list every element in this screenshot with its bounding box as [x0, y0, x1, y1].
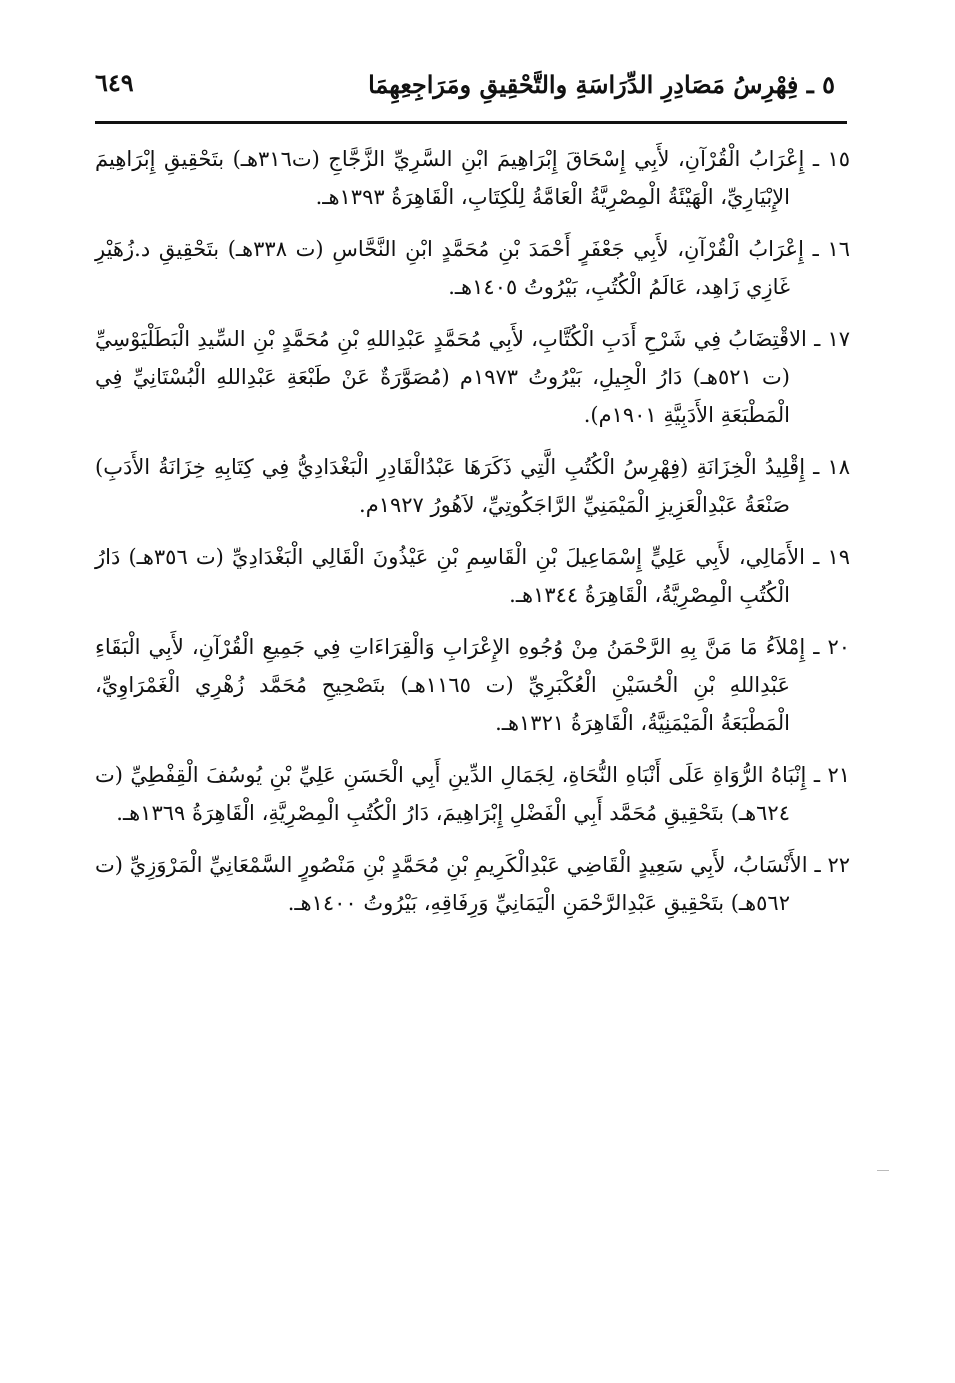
bibliography-list — [95, 140, 850, 936]
running-header — [95, 62, 855, 112]
page-number: ٦٤٩ — [95, 68, 134, 97]
entry-text: إِمْلاَءُ مَا مَنَّ بِهِ الرَّحْمَنُ مِنْ وُجُوهِ الإِعْرَابِ وَالْقِرَاءَاتِ فِي جَمِيعِ الْقُرْآنِ، لأَبِي الْبَقَاءِ عَبْدِاللهِ بْنِ الْحُسَيْنِ الْعُكْبَرِيِّ (ت ١١٦٥هـ) بتَصْحِيحِ مُحَمَّد زُهْرِي الْغَمْرَاوِيِّ، الْمَطْبَعَةُ الْمَيْمَنِيَّةُ، الْقَاهِرَةُ ١٣٢١هـ. — [95, 635, 806, 735]
bibliography-entry-16 — [95, 230, 850, 306]
bibliography-entry-22 — [95, 846, 850, 922]
entry-text: إِقْلِيدُ الْخِزَانَةِ (فِهْرِسُ الْكُتُبِ الَّتِي ذَكَرَهَا عَبْدُالْقَادِرِ الْبَغْدَادِيُّ فِي كِتَابِهِ خِزَانَةُ الأَدَبِ) صَنْعَةُ عَبْدِالْعَزِيزِ الْمَيْمَنِيِّ الرَّاجَكُوتِيِّ، لاَهُورُ ١٩٢٧م. — [95, 455, 806, 517]
entry-body — [95, 538, 850, 614]
entry-number: ١٨ ـ — [813, 455, 850, 479]
header-divider — [95, 121, 847, 124]
entry-body — [95, 320, 850, 434]
entry-number: ١٥ ـ — [812, 147, 850, 171]
entry-text: الأَنْسَابُ، لأَبِي سَعِيدٍ الْقَاضِي عَبْدِالْكَرِيمِ بْنِ مُحَمَّدٍ بْنِ مَنْصُورٍ السَّمْعَانِيِّ الْمَرْوَزِيِّ (ت ٥٦٢هـ) بتَحْقِيقِ عَبْدِالرَّحْمَنِ الْيَمَانِيِّ وَرِفَاقِهِ، بَيْرُوتُ ١٤٠٠هـ. — [95, 853, 808, 915]
header-title: ٥ ـ فِهْرِسُ مَصَادِرِ الدِّرَاسَةِ والتَّحْقِيقِ ومَرَاجِعِهِمَا — [368, 70, 835, 99]
entry-text: إِعْرَابُ الْقُرْآنِ، لأَبِي جَعْفَرٍ أَحْمَدَ بْنِ مُحَمَّدٍ ابْنِ النَّحَّاسِ (ت ٣٣٨هـ) بتَحْقِيقِ د.زُهَيْرِ غَازِي زَاهِد، عَالَمُ الْكُتُبِ، بَيْرُوتُ ١٤٠٥هـ. — [95, 237, 804, 299]
scan-artifact-line — [877, 1170, 889, 1171]
entry-number: ١٩ ـ — [813, 545, 851, 569]
entry-body — [95, 448, 850, 524]
bibliography-entry-15 — [95, 140, 850, 216]
entry-text: إِنْبَاهُ الرُّوَاةِ عَلَى أَنْبَاهِ النُّحَاةِ، لِجَمَالِ الدِّينِ أَبِي الْحَسَنِ عَلِيِّ بْنِ يُوسُفَ الْقِفْطِيِّ (ت ٦٢٤هـ) بتَحْقِيقِ مُحَمَّد أَبِي الْفَضْلِ إِبْرَاهِيمَ، دَارُ الْكُتُبِ الْمِصْرِيَّةِ، الْقَاهِرَةُ ١٣٦٩هـ. — [95, 763, 807, 825]
entry-number: ٢٢ ـ — [814, 853, 850, 877]
bibliography-entry-17 — [95, 320, 850, 434]
entry-number: ١٦ ـ — [812, 237, 850, 261]
entry-text: إِعْرَابُ الْقُرْآنِ، لأَبِي إِسْحَاقَ إِبْرَاهِيمَ ابْنِ السَّرِيِّ الزَّجَّاجِ (ت٣١٦هـ) بتَحْقِيقِ إِبْرَاهِيمَ الإِبْيَارِيِّ، الْهَيْئَةُ الْمِصْرِيَّةُ الْعَامَّةُ لِلْكِتَابِ، الْقَاهِرَةُ ١٣٩٣هـ. — [95, 147, 805, 209]
entry-text: الاقْتِضَابُ فِي شَرْحِ أَدَبِ الْكُتَّابِ، لأَبِي مُحَمَّدٍ عَبْدِاللهِ بْنِ مُحَمَّدٍ بْنِ السِّيدِ الْبَطَلْيَوْسِيِّ (ت ٥٢١هـ) دَارُ الْجِيلِ، بَيْرُوتُ ١٩٧٣م (مُصَوَّرَةٌ عَنْ طَبْعَةِ عَبْدِاللهِ الْبُسْتَانِيِّ فِي الْمَطْبَعَةِ الأَدَبِيَّةِ ١٩٠١م). — [95, 327, 807, 427]
entry-text: الأَمَالِي، لأَبِي عَلِيٍّ إِسْمَاعِيلَ بْنِ الْقَاسِمِ بْنِ عَيْذُونَ الْقَالِي الْبَغْدَادِيِّ (ت ٣٥٦هـ) دَارُ الْكُتُبِ الْمِصْرِيَّةُ، الْقَاهِرَةُ ١٣٤٤هـ. — [95, 545, 805, 607]
entry-number: ١٧ ـ — [814, 327, 850, 351]
entry-body — [95, 756, 850, 832]
bibliography-entry-19 — [95, 538, 850, 614]
entry-body — [95, 628, 850, 742]
bibliography-entry-18 — [95, 448, 850, 524]
entry-body — [95, 846, 850, 922]
entry-body — [95, 140, 850, 216]
entry-number: ٢١ ـ — [813, 763, 851, 787]
entry-number: ٢٠ ـ — [813, 635, 851, 659]
bibliography-entry-20 — [95, 628, 850, 742]
bibliography-entry-21 — [95, 756, 850, 832]
entry-body — [95, 230, 850, 306]
